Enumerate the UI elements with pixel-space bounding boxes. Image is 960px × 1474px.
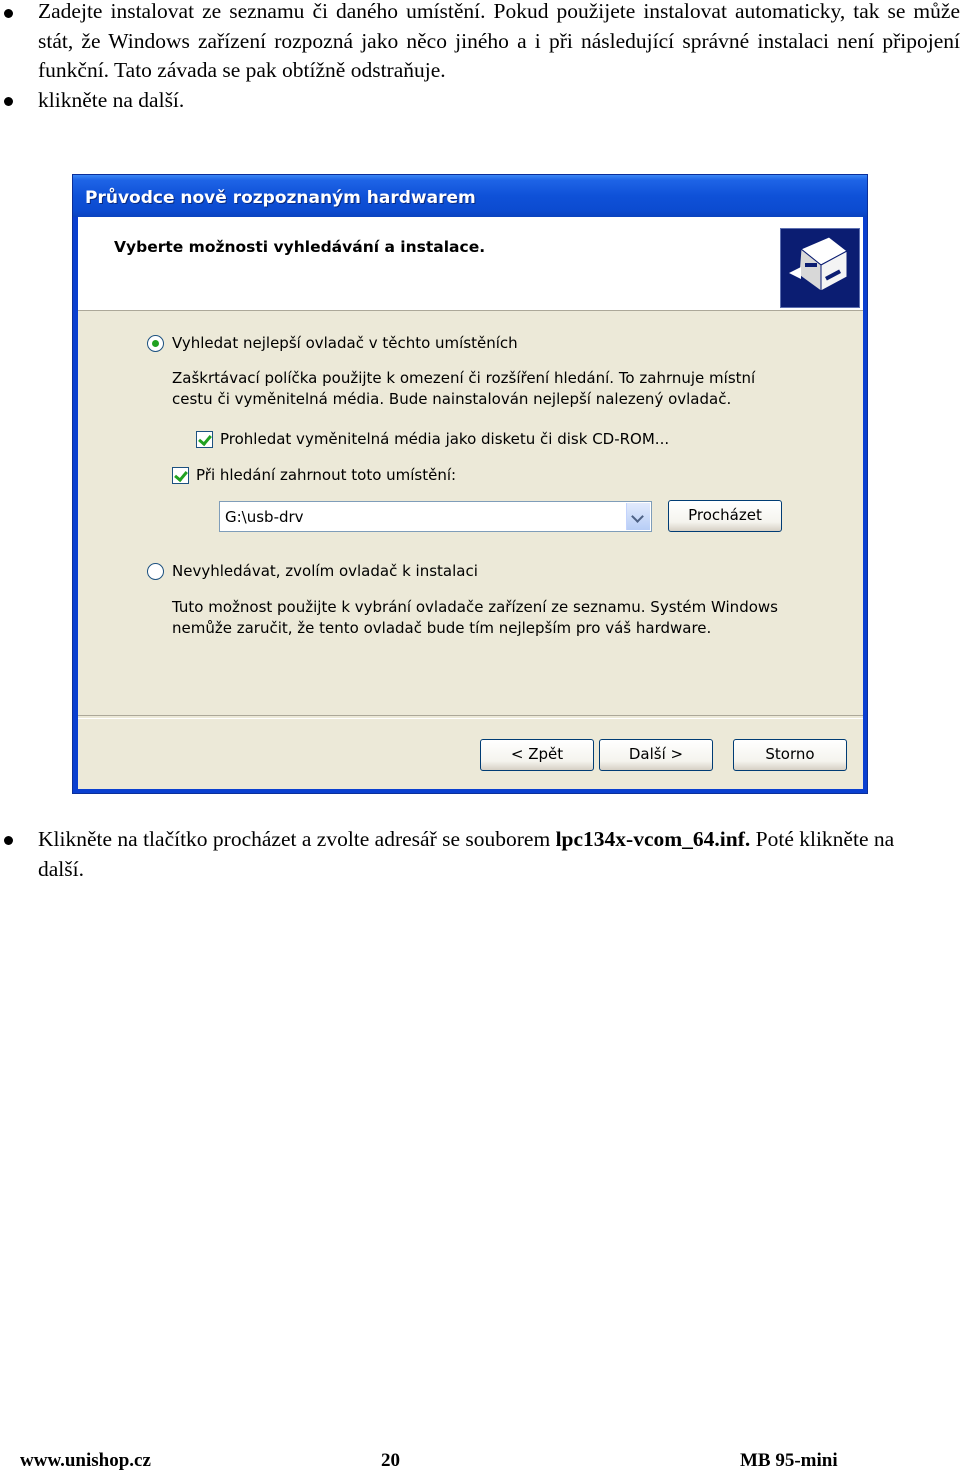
paragraph-click-next: klikněte na další. xyxy=(38,88,185,112)
paragraph-install-choice: Zadejte instalovat ze seznamu či daného umístění. Pokud použijete instalovat automaticky, tak se může stát, že Windows zařízení rozpozná jako něco jiného a i při následující správné instalaci není připojení funkční. Tato závada se pak obtížně odstraňuje. xyxy=(38,0,960,82)
dialog-separator xyxy=(78,715,863,719)
removable-media-checkbox[interactable] xyxy=(196,431,213,448)
manual-option-description: Tuto možnost použijte k vybrání ovladače zařízení ze seznamu. Systém Windows nemůže zaručit, že tento ovladač bude tím nejlepším pro váš hardware. xyxy=(172,598,778,637)
search-option-description: Zaškrtávací políčka použijte k omezení či rozšíření hledání. To zahrnuje místní cestu či vyměnitelná média. Bude nainstalován nejlepší nalezený ovladač. xyxy=(172,369,756,408)
include-location-label[interactable]: Při hledání zahrnout toto umístění: xyxy=(196,466,457,484)
bullet xyxy=(4,836,13,845)
manual-option-radio[interactable] xyxy=(147,563,164,580)
hardware-wizard-icon xyxy=(780,228,860,308)
dialog-header xyxy=(78,217,863,311)
browse-button[interactable]: Procházet xyxy=(668,500,782,532)
paragraph-browse-text: Klikněte na tlačítko procházet a zvolte adresář se souborem xyxy=(38,827,551,851)
footer-product: MB 95-mini xyxy=(740,1450,838,1471)
location-value: G:\usb-drv xyxy=(225,508,304,526)
location-combobox[interactable] xyxy=(219,501,652,532)
search-option-radio[interactable] xyxy=(147,335,164,352)
dialog-header-text: Vyberte možnosti vyhledávání a instalace. xyxy=(114,238,486,256)
back-button[interactable]: < Zpět xyxy=(480,739,594,771)
dialog-titlebar xyxy=(73,175,867,217)
hardware-wizard-dialog xyxy=(72,174,868,794)
include-location-checkbox[interactable] xyxy=(172,467,189,484)
next-button[interactable]: Další > xyxy=(599,739,713,771)
bullet xyxy=(4,97,13,106)
cancel-button[interactable]: Storno xyxy=(733,739,847,771)
chevron-down-icon[interactable] xyxy=(626,503,650,530)
footer-page-number: 20 xyxy=(381,1450,400,1471)
search-option-label[interactable]: Vyhledat nejlepší ovladač v těchto umístěních xyxy=(172,334,518,352)
paragraph-browse-instructions xyxy=(38,825,938,884)
inf-filename: lpc134x-vcom_64.inf. xyxy=(555,827,751,851)
paragraph-browse-next: Poté klikněte na další. xyxy=(38,827,895,881)
dialog-title: Průvodce nově rozpoznaným hardwarem xyxy=(85,188,476,208)
manual-option-label[interactable]: Nevyhledávat, zvolím ovladač k instalaci xyxy=(172,562,478,580)
bullet xyxy=(4,9,13,18)
dialog-body xyxy=(78,217,863,789)
removable-media-label[interactable]: Prohledat vyměnitelná média jako disketu či disk CD-ROM... xyxy=(220,430,670,448)
footer-website: www.unishop.cz xyxy=(20,1450,151,1471)
